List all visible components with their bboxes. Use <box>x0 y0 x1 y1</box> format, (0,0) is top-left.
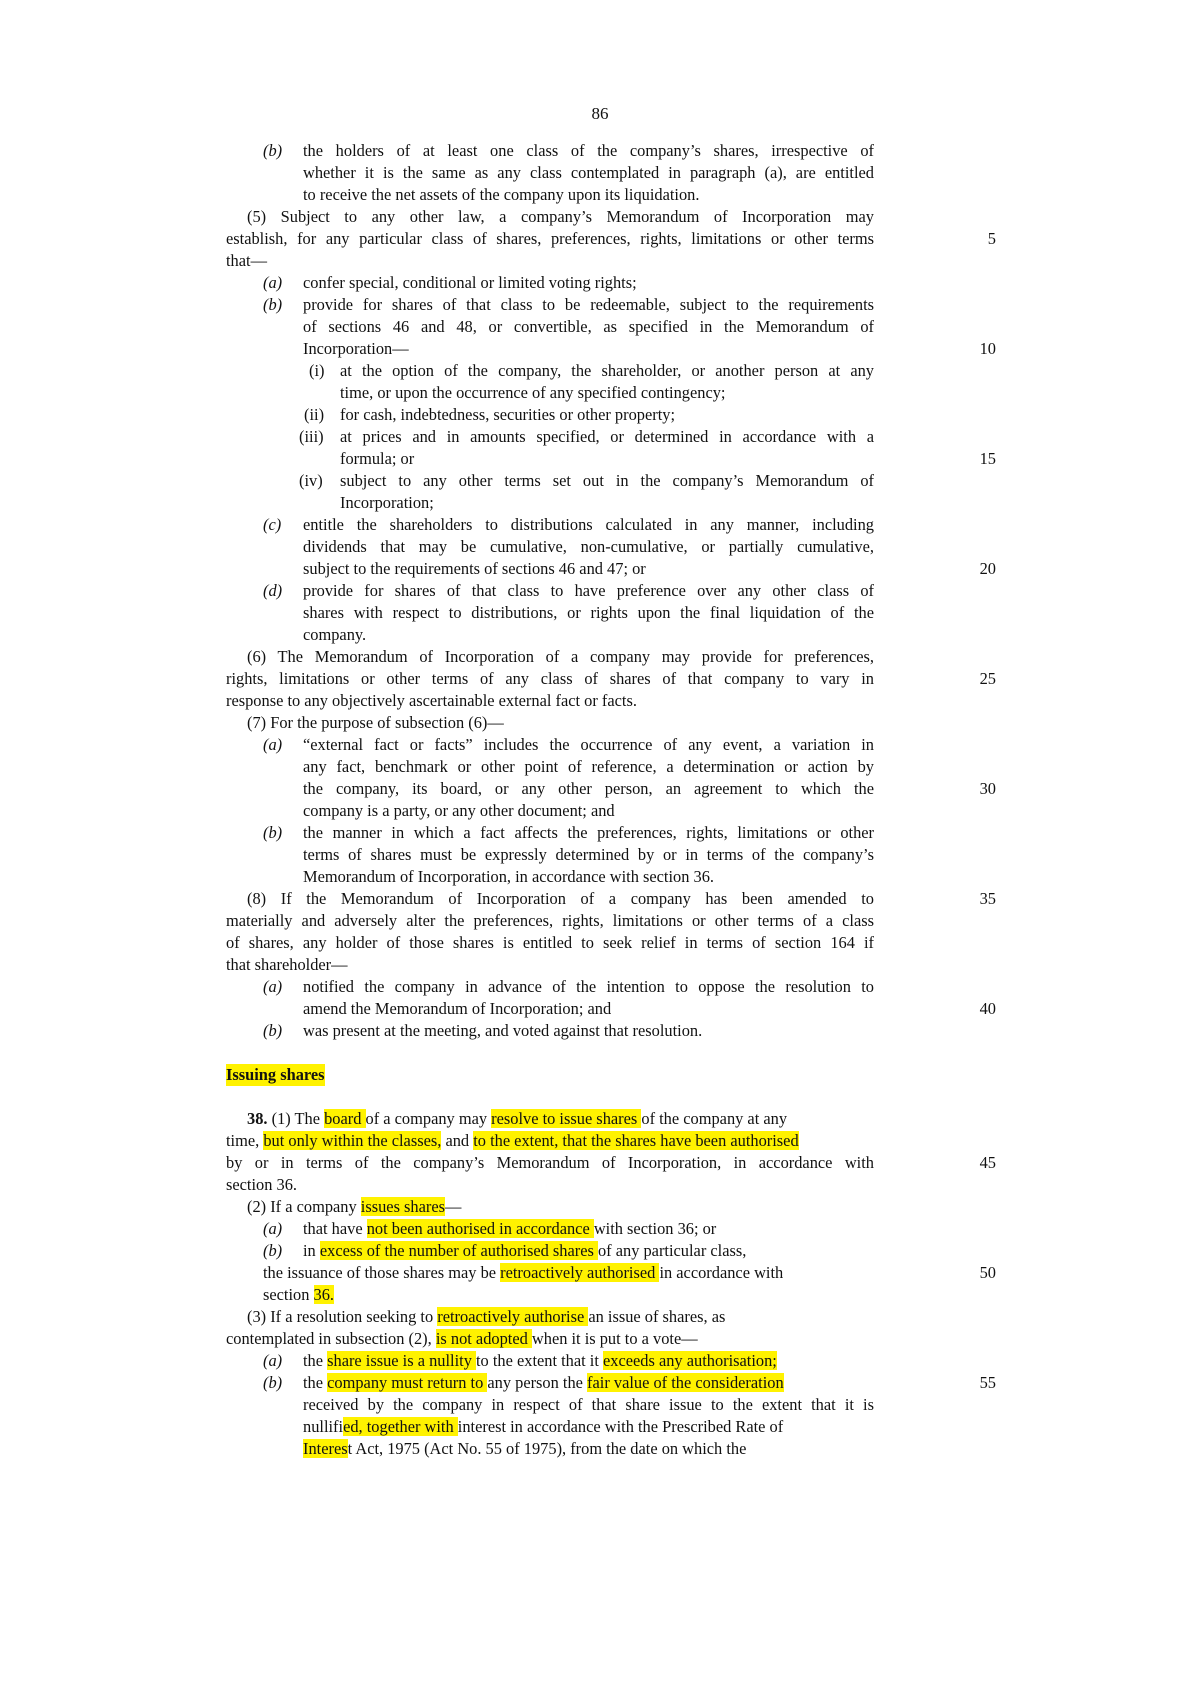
text-run: and <box>441 1131 474 1150</box>
text-line: subject to the requirements of sections 46 and 47; or <box>303 559 646 578</box>
line-number: 30 <box>979 779 996 798</box>
text-line: provide for shares of that class to be redeemable, subject to the requirements <box>303 295 874 314</box>
text-line <box>263 1262 783 1284</box>
text-run: section <box>263 1285 314 1304</box>
text-run: the <box>303 1351 328 1370</box>
subpara-label-iv: (iv) <box>299 471 323 490</box>
para-label-b: (b) <box>263 1021 283 1040</box>
text-line: entitle the shareholders to distributions calculated in any manner, including <box>303 515 874 534</box>
text-line: shares with respect to distributions, or rights upon the final liquidation of the <box>303 603 874 622</box>
text-line: materially and adversely alter the preferences, rights, limitations or other terms of a class <box>226 911 874 930</box>
line-number: 20 <box>979 559 996 578</box>
para-label-d: (d) <box>263 581 283 600</box>
text-line: for cash, indebtedness, securities or other property; <box>340 405 675 424</box>
text-run: the <box>303 1373 328 1392</box>
text-line <box>303 1350 777 1372</box>
text-run: any person the <box>487 1373 588 1392</box>
text-line: of sections 46 and 48, or convertible, as specified in the Memorandum of <box>303 317 874 336</box>
text-line: the holders of at least one class of the company’s shares, irrespective of <box>303 141 874 160</box>
text-line <box>247 1108 787 1130</box>
highlight: retroactively authorise <box>437 1307 589 1326</box>
text-line: section 36. <box>226 1175 298 1194</box>
para-label-a: (a) <box>263 977 283 996</box>
text-line <box>226 1130 799 1152</box>
text-run: the issuance of those shares may be <box>263 1263 501 1282</box>
text-line <box>303 1416 783 1438</box>
text-line <box>247 1306 725 1328</box>
text-line: to receive the net assets of the company upon its liquidation. <box>303 185 700 204</box>
highlight: retroactively authorised <box>500 1263 660 1282</box>
text-line: amend the Memorandum of Incorporation; and <box>303 999 612 1018</box>
text-line: Incorporation; <box>340 493 434 512</box>
text-run: t Act, 1975 (Act No. 55 of 1975), from the date on which the <box>347 1439 747 1458</box>
text-line: that— <box>226 251 267 270</box>
text-run: (2) If a company <box>247 1197 361 1216</box>
line-number: 35 <box>979 889 996 908</box>
para-label-c: (c) <box>263 515 282 534</box>
highlight: company must return to <box>327 1373 488 1392</box>
section-number: 38. <box>247 1109 268 1128</box>
highlight: excess of the number of authorised shares <box>319 1241 598 1260</box>
text-line: formula; or <box>340 449 415 468</box>
highlight: ed, together with <box>343 1417 458 1436</box>
text-run: of any particular class, <box>597 1241 747 1260</box>
para-label-b: (b) <box>263 823 283 842</box>
text-run: when it is put to a vote— <box>531 1329 698 1348</box>
text-line: (6) The Memorandum of Incorporation of a company may provide for preferences, <box>247 647 874 666</box>
text-line <box>303 1438 746 1460</box>
text-line <box>263 1284 334 1306</box>
highlight: Interes <box>303 1439 348 1458</box>
para-label-a: (a) <box>263 1219 283 1238</box>
subpara-label-iii: (iii) <box>299 427 324 446</box>
text-line: “external fact or facts” includes the occurrence of any event, a variation in <box>303 735 874 754</box>
text-run: of the company at any <box>641 1109 788 1128</box>
highlight: exceeds any authorisation; <box>603 1351 777 1370</box>
line-number: 5 <box>987 229 996 248</box>
para-label-b: (b) <box>263 141 283 160</box>
text-run: of a company may <box>365 1109 492 1128</box>
text-line <box>226 1328 698 1350</box>
text-line: any fact, benchmark or other point of reference, a determination or action by <box>303 757 874 776</box>
text-line: company. <box>303 625 367 644</box>
text-line: provide for shares of that class to have preference over any other class of <box>303 581 874 600</box>
para-label-b: (b) <box>263 295 283 314</box>
text-line: company is a party, or any other document; and <box>303 801 615 820</box>
line-number: 25 <box>979 669 996 688</box>
text-line: (7) For the purpose of subsection (6)— <box>247 713 504 732</box>
line-number: 40 <box>979 999 996 1018</box>
text-line: (5) Subject to any other law, a company’s Memorandum of Incorporation may <box>247 207 874 226</box>
highlight: but only within the classes, <box>263 1131 442 1150</box>
text-line: whether it is the same as any class contemplated in paragraph (a), are entitled <box>303 163 874 182</box>
text-line: response to any objectively ascertainable external fact or facts. <box>226 691 637 710</box>
text-run: to the extent that it <box>476 1351 603 1370</box>
line-number: 50 <box>979 1263 996 1282</box>
text-line <box>303 1372 784 1394</box>
text-run: an issue of shares, as <box>588 1307 726 1326</box>
text-line: by or in terms of the company’s Memorandum of Incorporation, in accordance with <box>226 1153 874 1172</box>
para-label-b: (b) <box>263 1373 283 1392</box>
text-line: Memorandum of Incorporation, in accordance with section 36. <box>303 867 714 886</box>
text-line: time, or upon the occurrence of any specified contingency; <box>340 383 726 402</box>
text-line: (8) If the Memorandum of Incorporation of a company has been amended to <box>247 889 874 908</box>
line-number: 55 <box>979 1373 996 1392</box>
section-heading: Issuing shares <box>226 1065 325 1084</box>
text-line <box>247 1196 461 1218</box>
text-line: dividends that may be cumulative, non-cumulative, or partially cumulative, <box>303 537 874 556</box>
text-line: at the option of the company, the shareholder, or another person at any <box>340 361 874 380</box>
text-line: Incorporation— <box>303 339 409 358</box>
text-line: notified the company in advance of the intention to oppose the resolution to <box>303 977 874 996</box>
para-label-a: (a) <box>263 1351 283 1370</box>
text-run: contemplated in subsection (2), <box>226 1329 436 1348</box>
text-line: was present at the meeting, and voted against that resolution. <box>303 1021 703 1040</box>
text-run: — <box>445 1197 462 1216</box>
text-line: the manner in which a fact affects the preferences, rights, limitations or other <box>303 823 874 842</box>
para-label-a: (a) <box>263 735 283 754</box>
text-line: terms of shares must be expressly determined by or in terms of the company’s <box>303 845 874 864</box>
text-line: confer special, conditional or limited voting rights; <box>303 273 637 292</box>
line-number: 10 <box>979 339 996 358</box>
para-label-b: (b) <box>263 1241 283 1260</box>
highlight: 36. <box>313 1285 335 1304</box>
text-run: nullifi <box>303 1417 344 1436</box>
highlight: not been authorised in accordance <box>366 1219 594 1238</box>
text-run: (1) The <box>271 1109 325 1128</box>
text-run: in <box>303 1241 320 1260</box>
text-run: with section 36; or <box>593 1219 717 1238</box>
text-line: establish, for any particular class of shares, preferences, rights, limitations or other terms <box>226 229 874 248</box>
text-line: that shareholder— <box>226 955 348 974</box>
subpara-label-ii: (ii) <box>304 405 325 424</box>
highlight: fair value of the consideration <box>587 1373 784 1392</box>
text-line <box>303 1218 716 1240</box>
highlight: is not adopted <box>435 1329 532 1348</box>
highlight: to the extent, that the shares have been authorised <box>473 1131 799 1150</box>
text-line: rights, limitations or other terms of any class of shares of that company to vary in <box>226 669 874 688</box>
line-number: 15 <box>979 449 996 468</box>
para-label-a: (a) <box>263 273 283 292</box>
text-line: of shares, any holder of those shares is entitled to seek relief in terms of section 164 if <box>226 933 874 952</box>
highlight: board <box>324 1109 366 1128</box>
highlight: resolve to issue shares <box>491 1109 642 1128</box>
text-line: received by the company in respect of that share issue to the extent that it is <box>303 1395 874 1414</box>
text-run: time, <box>226 1131 264 1150</box>
text-run: interest in accordance with the Prescribed Rate of <box>457 1417 784 1436</box>
text-line: the company, its board, or any other person, an agreement to which the <box>303 779 874 798</box>
line-number: 45 <box>979 1153 996 1172</box>
text-line: subject to any other terms set out in the company’s Memorandum of <box>340 471 874 490</box>
highlight: issues shares <box>360 1197 445 1216</box>
subpara-label-i: (i) <box>309 361 325 380</box>
highlight: share issue is a nullity <box>327 1351 476 1370</box>
text-run: in accordance with <box>659 1263 784 1282</box>
text-run: (3) If a resolution seeking to <box>247 1307 438 1326</box>
text-line <box>303 1240 746 1262</box>
text-line: at prices and in amounts specified, or determined in accordance with a <box>340 427 874 446</box>
text-run: that have <box>303 1219 367 1238</box>
page-number: 86 <box>591 104 609 123</box>
